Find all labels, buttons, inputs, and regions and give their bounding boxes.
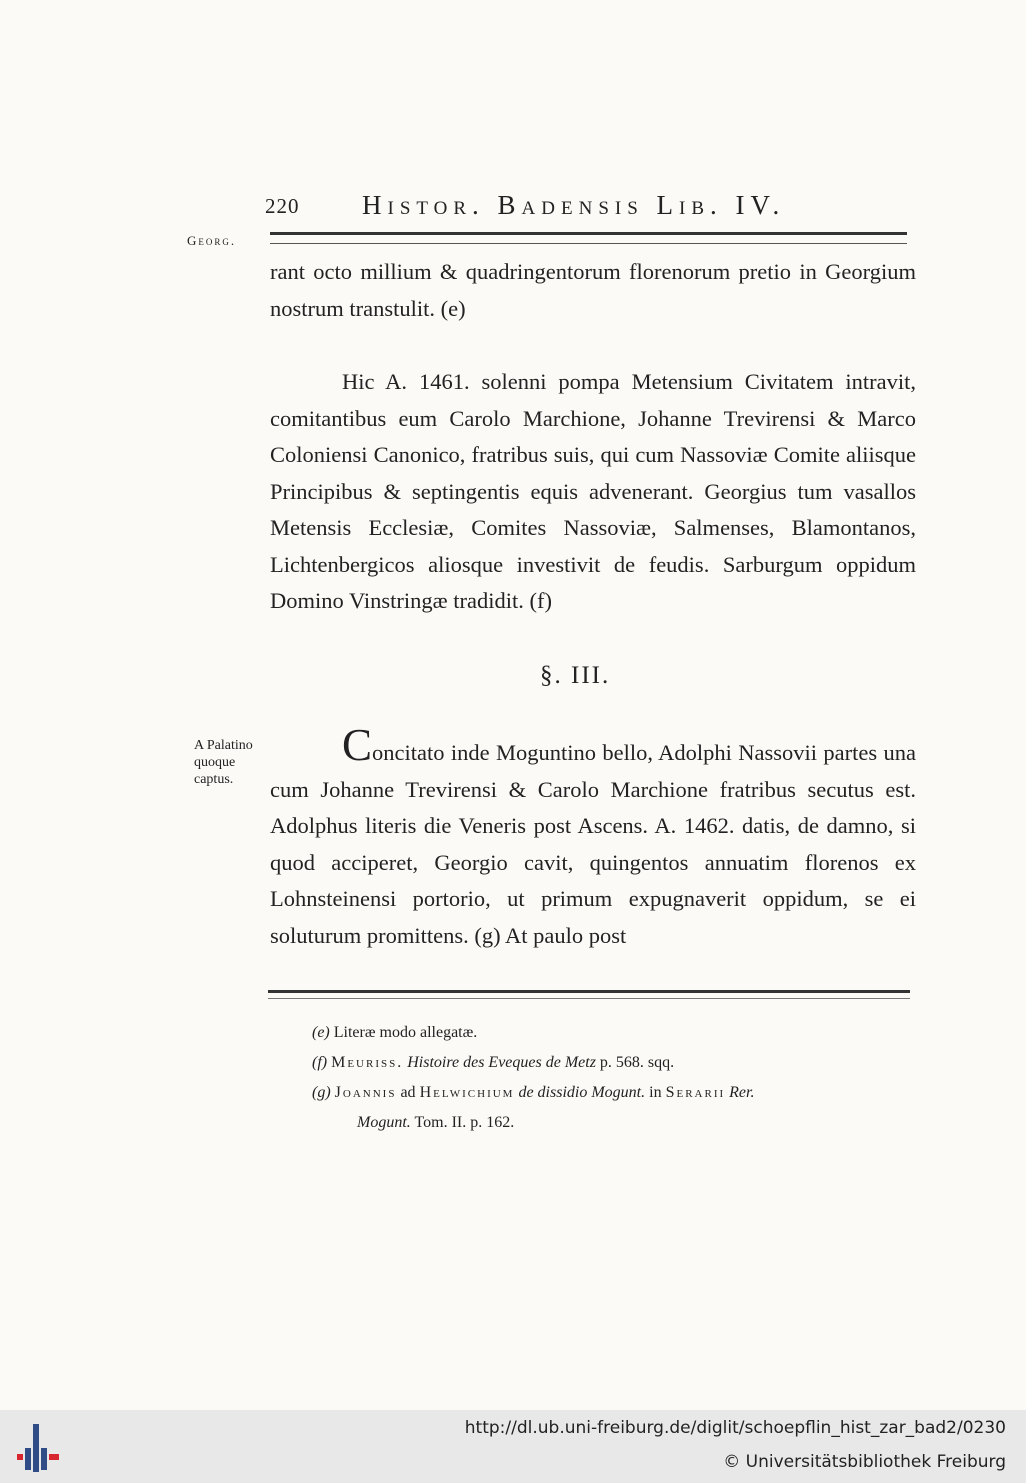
footnote-g <box>312 1078 912 1108</box>
drop-capital: C <box>342 720 373 770</box>
library-logo-icon <box>15 1424 65 1472</box>
footnote-g-author: Joannis <box>334 1084 397 1101</box>
paragraph-2-text: Hic A. 1461. solenni pompa Metensium Civitatem intravit, comitantibus eum Carolo Marchione, Johanne Trevirensi & Marco Coloniensi Canonico, fratribus suis, qui cum Nassoviæ Comite aliisque Principibus & septingentis equis advenerant. Georgius tum vasallos Metensis Ecclesiæ, Comites Nassoviæ, Salmenses, Blamontanos, Lichtenbergicos aliosque investivit de feudis. Sarburgum oppidum Domino Vinstringæ tradidit. (f) <box>270 369 916 613</box>
footnote-f <box>312 1048 912 1078</box>
footnote-g-author2: Helwichium <box>419 1084 515 1101</box>
running-title: Histor. Badensis Lib. IV. <box>362 190 786 220</box>
page-number: 220 <box>265 194 300 218</box>
footnote-g-title: de dissidio Mogunt. <box>518 1084 646 1101</box>
footnote-g-title2: Rer. <box>729 1084 755 1101</box>
header-rule <box>270 232 907 244</box>
permalink-url[interactable]: http://dl.ub.uni-freiburg.de/diglit/schoepflin_hist_zar_bad2/0230 <box>464 1418 1006 1438</box>
footnote-mark-g: (g) <box>312 1084 331 1101</box>
section-text: oncitato inde Moguntino bello, Adolphi Nassovii partes una cum Johanne Trevirensi & Carolo Marchione fratribus secutus est. Adolphus literis die Veneris post Ascens. A. 1462. datis, de damno, si quod acciperet, Georgio cavit, quingentos annuatim florenos ex Lohnsteinensi portorio, ut primum expugnaverit oppidum, se ei soluturum promittens. (g) At paulo post <box>270 740 916 948</box>
viewer-footer <box>0 1410 1026 1483</box>
footnote-mark-e: (e) <box>312 1024 330 1041</box>
section-heading: §. III. <box>540 662 611 689</box>
paragraph-1-text: rant octo millium & quadringentorum florenorum pretio in Georgium nostrum transtulit. (e) <box>270 259 916 321</box>
margin-note: A Palatino quoque captus. <box>194 738 253 787</box>
footnote-g-continued <box>312 1108 912 1138</box>
footnote-rule <box>268 990 910 999</box>
footnote-g-author3: Serarii <box>665 1084 726 1101</box>
footnote-f-author: Meuriss. <box>331 1054 404 1071</box>
footnote-f-reference: p. 568. sqq. <box>599 1054 675 1071</box>
running-marker: Georg. <box>187 233 237 248</box>
section-paragraph <box>270 720 916 954</box>
page-header <box>262 190 912 224</box>
paragraph-continued <box>270 254 916 327</box>
copyright-notice: © Universitätsbibliothek Freiburg <box>723 1452 1006 1472</box>
footnote-g-title3: Mogunt. <box>357 1114 411 1131</box>
paragraph-1461 <box>270 364 916 620</box>
footnote-g-preposition: ad <box>400 1084 416 1101</box>
footnote-f-title: Histoire des Eveques de Metz <box>407 1054 596 1071</box>
footnote-e-text: Literæ modo allegatæ. <box>333 1024 478 1041</box>
footnote-mark-f: (f) <box>312 1054 328 1071</box>
footnote-e <box>312 1018 912 1048</box>
section-paragraph-text <box>270 720 916 954</box>
footnotes <box>312 1018 912 1138</box>
footnote-g-reference: Tom. II. p. 162. <box>414 1114 515 1131</box>
footnote-g-preposition2: in <box>649 1084 662 1101</box>
